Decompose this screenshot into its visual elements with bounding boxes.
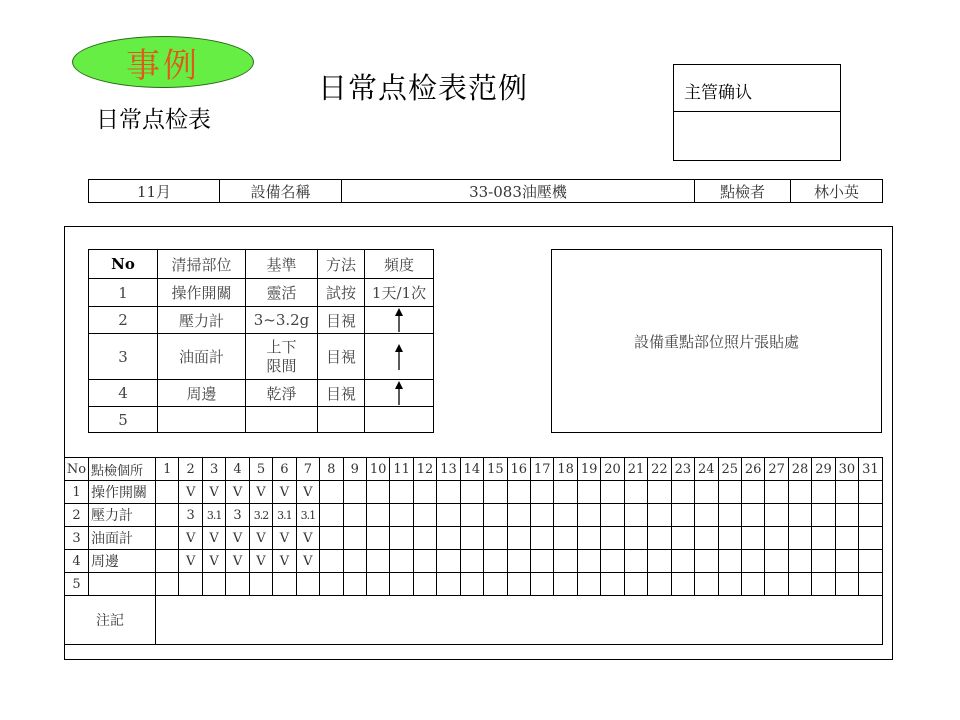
- grid-header-day: 15: [484, 458, 507, 481]
- daily-check-grid: [64, 457, 883, 645]
- grid-row: [65, 573, 883, 596]
- inspector-value: 林小英: [791, 180, 883, 203]
- grid-cell: [413, 527, 436, 550]
- method-row-no: 5: [89, 407, 158, 433]
- method-row-method: 目視: [318, 307, 365, 334]
- grid-cell: 3: [226, 504, 249, 527]
- grid-header-day: 27: [765, 458, 788, 481]
- grid-cell: [390, 527, 413, 550]
- grid-cell: [695, 504, 718, 527]
- grid-cell: [695, 573, 718, 596]
- grid-cell: [390, 481, 413, 504]
- method-row-no: 4: [89, 380, 158, 407]
- grid-header-day: 5: [249, 458, 272, 481]
- method-row-frequency: [365, 407, 434, 433]
- method-row-method: 目視: [318, 334, 365, 380]
- method-row-standard: 3~3.2g: [246, 307, 318, 334]
- method-row-frequency: [365, 334, 434, 380]
- grid-cell: [741, 550, 764, 573]
- method-header-no: No: [89, 250, 158, 279]
- grid-cell: [531, 481, 554, 504]
- grid-cell: V: [249, 550, 272, 573]
- approval-label: 主管确认: [674, 65, 840, 112]
- grid-cell: [343, 527, 366, 550]
- grid-cell: [788, 550, 811, 573]
- grid-cell: [859, 504, 882, 527]
- grid-cell: V: [249, 527, 272, 550]
- grid-cell: [577, 550, 600, 573]
- grid-cell: [554, 573, 577, 596]
- grid-cell: [460, 481, 483, 504]
- approval-box: [673, 64, 841, 161]
- grid-cell: [671, 481, 694, 504]
- grid-cell: [554, 481, 577, 504]
- grid-cell: [765, 550, 788, 573]
- grid-cell: [671, 527, 694, 550]
- grid-row-no: 5: [65, 573, 89, 596]
- method-row-part: 油面計: [158, 334, 246, 380]
- method-row-part: 操作開關: [158, 279, 246, 307]
- method-row-standard: 靈活: [246, 279, 318, 307]
- grid-cell: [390, 550, 413, 573]
- grid-header-day: 24: [695, 458, 718, 481]
- grid-cell: [624, 504, 647, 527]
- grid-cell: [788, 481, 811, 504]
- grid-cell: [624, 573, 647, 596]
- grid-cell: [226, 573, 249, 596]
- grid-header-day: 26: [741, 458, 764, 481]
- grid-header-day: 23: [671, 458, 694, 481]
- grid-cell: [835, 550, 858, 573]
- method-header-method: 方法: [318, 250, 365, 279]
- grid-cell: [624, 481, 647, 504]
- grid-cell: [320, 550, 343, 573]
- grid-cell: [531, 573, 554, 596]
- grid-header-day: 13: [437, 458, 460, 481]
- grid-cell: [460, 573, 483, 596]
- grid-header-day: 8: [320, 458, 343, 481]
- method-row-no: 1: [89, 279, 158, 307]
- grid-cell: [156, 504, 179, 527]
- grid-row: [65, 481, 883, 504]
- grid-cell: V: [249, 481, 272, 504]
- grid-cell: [577, 527, 600, 550]
- photo-placeholder-label: 設備重點部位照片張貼處: [633, 332, 799, 351]
- grid-cell: [156, 527, 179, 550]
- grid-cell: [437, 573, 460, 596]
- grid-cell: V: [296, 481, 319, 504]
- notes-label: 注記: [65, 596, 156, 645]
- grid-header-day: 28: [788, 458, 811, 481]
- grid-cell: [156, 550, 179, 573]
- method-header-part: 清掃部位: [158, 250, 246, 279]
- grid-cell: [413, 481, 436, 504]
- method-row-no: 3: [89, 334, 158, 380]
- grid-cell: [835, 504, 858, 527]
- grid-header-day: 17: [531, 458, 554, 481]
- grid-cell: [648, 573, 671, 596]
- grid-cell: [718, 527, 741, 550]
- grid-cell: [624, 550, 647, 573]
- grid-header-day: 31: [859, 458, 882, 481]
- grid-cell: [531, 527, 554, 550]
- grid-cell: [507, 573, 530, 596]
- grid-cell: [531, 550, 554, 573]
- method-row-frequency: 1天/1次: [365, 279, 434, 307]
- method-row-standard: 上下 限間: [246, 334, 318, 380]
- method-row-part: 壓力計: [158, 307, 246, 334]
- grid-header-day: 18: [554, 458, 577, 481]
- ditto-arrow-icon: [393, 381, 405, 405]
- grid-cell: [366, 481, 389, 504]
- grid-cell: [413, 550, 436, 573]
- grid-cell: [601, 550, 624, 573]
- grid-cell: [601, 527, 624, 550]
- method-row-method: 試按: [318, 279, 365, 307]
- grid-cell: [812, 550, 835, 573]
- grid-cell: [835, 481, 858, 504]
- grid-cell: [366, 550, 389, 573]
- grid-cell: [695, 550, 718, 573]
- grid-cell: [484, 573, 507, 596]
- grid-cell: [577, 504, 600, 527]
- grid-cell: [437, 527, 460, 550]
- grid-header-day: 16: [507, 458, 530, 481]
- grid-cell: [812, 481, 835, 504]
- grid-cell: [320, 573, 343, 596]
- method-row-method: [318, 407, 365, 433]
- grid-cell: [296, 573, 319, 596]
- grid-cell: [554, 504, 577, 527]
- equipment-info-table: [88, 179, 883, 203]
- grid-cell: [718, 504, 741, 527]
- grid-cell: [366, 573, 389, 596]
- grid-cell: [366, 527, 389, 550]
- grid-cell: 3.1: [296, 504, 319, 527]
- grid-cell: [437, 504, 460, 527]
- grid-cell: [343, 481, 366, 504]
- grid-cell: V: [179, 527, 202, 550]
- method-table: [88, 249, 434, 433]
- grid-cell: [156, 573, 179, 596]
- grid-cell: [343, 550, 366, 573]
- grid-cell: [577, 573, 600, 596]
- grid-cell: [741, 527, 764, 550]
- method-row-method: 目視: [318, 380, 365, 407]
- grid-header-day: 20: [601, 458, 624, 481]
- grid-header-day: 11: [390, 458, 413, 481]
- grid-cell: [671, 550, 694, 573]
- grid-cell: [695, 527, 718, 550]
- grid-cell: V: [296, 527, 319, 550]
- grid-cell: 3.2: [249, 504, 272, 527]
- grid-header-day: 4: [226, 458, 249, 481]
- grid-cell: [179, 573, 202, 596]
- grid-cell: [812, 504, 835, 527]
- grid-row-item: 壓力計: [89, 504, 156, 527]
- grid-header-day: 3: [202, 458, 225, 481]
- grid-header-item: 點檢個所: [89, 458, 156, 481]
- grid-cell: [765, 573, 788, 596]
- example-badge: 事例: [72, 36, 254, 88]
- grid-cell: [460, 504, 483, 527]
- grid-cell: [437, 481, 460, 504]
- grid-header-day: 30: [835, 458, 858, 481]
- grid-cell: [788, 573, 811, 596]
- grid-cell: [859, 527, 882, 550]
- method-header-standard: 基準: [246, 250, 318, 279]
- grid-row: [65, 504, 883, 527]
- grid-cell: [601, 481, 624, 504]
- grid-cell: [741, 481, 764, 504]
- grid-cell: [718, 573, 741, 596]
- grid-header-day: 19: [577, 458, 600, 481]
- grid-cell: [484, 527, 507, 550]
- grid-header-day: 6: [273, 458, 296, 481]
- grid-header-day: 10: [366, 458, 389, 481]
- grid-cell: V: [202, 481, 225, 504]
- grid-cell: [366, 504, 389, 527]
- grid-header-day: 25: [718, 458, 741, 481]
- grid-row-item: [89, 573, 156, 596]
- grid-cell: [648, 481, 671, 504]
- grid-cell: [859, 573, 882, 596]
- grid-cell: [531, 504, 554, 527]
- grid-cell: [320, 504, 343, 527]
- grid-cell: [413, 504, 436, 527]
- grid-header-day: 22: [648, 458, 671, 481]
- method-row-part: [158, 407, 246, 433]
- grid-cell: [695, 481, 718, 504]
- grid-cell: [788, 527, 811, 550]
- grid-cell: [601, 504, 624, 527]
- grid-cell: V: [273, 527, 296, 550]
- grid-header-day: 12: [413, 458, 436, 481]
- grid-cell: [859, 481, 882, 504]
- grid-row-no: 2: [65, 504, 89, 527]
- grid-cell: [437, 550, 460, 573]
- grid-cell: [648, 504, 671, 527]
- grid-cell: [601, 573, 624, 596]
- grid-cell: [507, 504, 530, 527]
- grid-cell: [671, 504, 694, 527]
- grid-cell: [765, 481, 788, 504]
- inspector-label: 點檢者: [695, 180, 791, 203]
- grid-cell: [320, 527, 343, 550]
- method-row-frequency: [365, 307, 434, 334]
- ditto-arrow-icon: [393, 344, 405, 370]
- grid-header-day: 29: [812, 458, 835, 481]
- grid-cell: [741, 504, 764, 527]
- form-subtitle: 日常点检表: [96, 107, 211, 133]
- grid-row: [65, 550, 883, 573]
- grid-cell: [320, 481, 343, 504]
- grid-cell: [507, 527, 530, 550]
- grid-cell: [390, 573, 413, 596]
- grid-cell: [484, 550, 507, 573]
- grid-cell: V: [226, 550, 249, 573]
- grid-header-no: No: [65, 458, 89, 481]
- grid-cell: [718, 481, 741, 504]
- method-row-no: 2: [89, 307, 158, 334]
- grid-cell: V: [296, 550, 319, 573]
- equipment-name-value: 33-083油壓機: [342, 180, 695, 203]
- method-row-standard: [246, 407, 318, 433]
- grid-cell: V: [202, 527, 225, 550]
- grid-cell: [859, 550, 882, 573]
- grid-cell: [624, 527, 647, 550]
- method-header-frequency: 頻度: [365, 250, 434, 279]
- photo-placeholder: [551, 249, 882, 433]
- grid-cell: [554, 550, 577, 573]
- grid-cell: [835, 573, 858, 596]
- method-row-standard: 乾淨: [246, 380, 318, 407]
- grid-cell: [648, 550, 671, 573]
- grid-cell: [460, 550, 483, 573]
- notes-area: [156, 596, 883, 645]
- grid-cell: [507, 481, 530, 504]
- grid-cell: [788, 504, 811, 527]
- grid-cell: [484, 481, 507, 504]
- grid-cell: [765, 504, 788, 527]
- grid-cell: 3.1: [202, 504, 225, 527]
- grid-cell: [343, 573, 366, 596]
- grid-header-day: 1: [156, 458, 179, 481]
- grid-cell: [577, 481, 600, 504]
- grid-row-item: 操作開關: [89, 481, 156, 504]
- month-cell: 11月: [89, 180, 220, 203]
- grid-cell: [765, 527, 788, 550]
- grid-cell: V: [202, 550, 225, 573]
- grid-row-item: 周邊: [89, 550, 156, 573]
- grid-row: [65, 527, 883, 550]
- method-row-frequency: [365, 380, 434, 407]
- grid-cell: 3.1: [273, 504, 296, 527]
- grid-cell: [741, 573, 764, 596]
- method-row-part: 周邊: [158, 380, 246, 407]
- grid-cell: V: [179, 550, 202, 573]
- grid-cell: [343, 504, 366, 527]
- grid-cell: [554, 527, 577, 550]
- grid-cell: [835, 527, 858, 550]
- grid-cell: [202, 573, 225, 596]
- grid-cell: V: [179, 481, 202, 504]
- grid-row-no: 3: [65, 527, 89, 550]
- grid-row-no: 1: [65, 481, 89, 504]
- grid-cell: [156, 481, 179, 504]
- ditto-arrow-icon: [393, 308, 405, 332]
- grid-cell: [390, 504, 413, 527]
- grid-cell: [671, 573, 694, 596]
- grid-header-day: 9: [343, 458, 366, 481]
- grid-cell: [413, 573, 436, 596]
- equipment-name-label: 設備名稱: [220, 180, 342, 203]
- grid-header-day: 14: [460, 458, 483, 481]
- grid-cell: [812, 527, 835, 550]
- grid-row-no: 4: [65, 550, 89, 573]
- grid-cell: V: [273, 481, 296, 504]
- grid-cell: [249, 573, 272, 596]
- grid-cell: V: [273, 550, 296, 573]
- grid-header-day: 7: [296, 458, 319, 481]
- grid-cell: V: [226, 527, 249, 550]
- grid-header-day: 21: [624, 458, 647, 481]
- grid-header-day: 2: [179, 458, 202, 481]
- grid-cell: [273, 573, 296, 596]
- grid-cell: [484, 504, 507, 527]
- page-title: 日常点检表范例: [318, 71, 529, 105]
- grid-cell: [648, 527, 671, 550]
- grid-cell: [812, 573, 835, 596]
- grid-cell: [507, 550, 530, 573]
- grid-cell: 3: [179, 504, 202, 527]
- grid-cell: V: [226, 481, 249, 504]
- grid-cell: [460, 527, 483, 550]
- grid-row-item: 油面計: [89, 527, 156, 550]
- grid-cell: [718, 550, 741, 573]
